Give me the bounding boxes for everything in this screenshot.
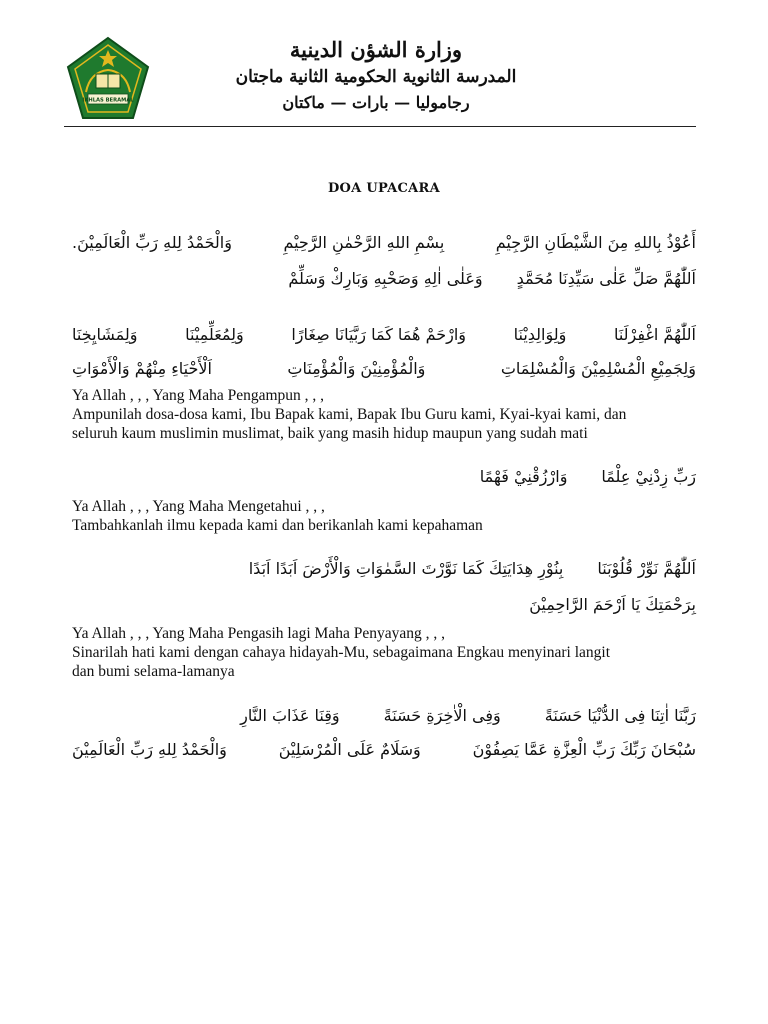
arabic-phrase: وَعَلٰى اٰلِهِ وَصَحْبِهِ وَبَارِكْ وَسَلِّمْ <box>288 269 483 288</box>
translation-line: Ya Allah , , , Yang Maha Pengasih lagi Maha Penyayang , , , <box>72 625 445 642</box>
arabic-phrase: وَالْحَمْدُ لِلهِ رَبِّ الْعَالَمِيْنَ. <box>72 233 232 252</box>
arabic-phrase: وَارْزُقْنِيْ فَهْمًا <box>479 467 568 486</box>
arabic-phrase: بِرَحْمَتِكَ يَا اَرْحَمَ الرَّاحِمِيْنَ <box>529 595 696 614</box>
ministry-name: وزارة الشؤن الدينية <box>289 37 463 62</box>
arabic-phrase: اَللّٰهُمَّ اغْفِرْلَنَا <box>613 325 696 344</box>
translation-block-2 <box>72 497 702 535</box>
arabic-phrase: وَالْحَمْدُ لِلهِ رَبِّ الْعَالَمِيْنَ <box>72 740 227 759</box>
arabic-phrase: أَعُوْذُ بِاللهِ مِنَ الشَّيْطَانِ الرَّجِيْمِ <box>495 233 696 252</box>
letterhead <box>64 30 696 128</box>
arabic-phrase: بِنُوْرِ هِدَايَتِكَ كَمَا نَوَّرْتَ السَّمٰوَاتِ وَالْأَرْضَ اَبَدًا اَبَدًا <box>248 559 564 578</box>
arabic-line-6 <box>72 556 696 582</box>
arabic-line-9 <box>72 737 696 763</box>
translation-line: Ya Allah , , , Yang Maha Pengampun , , , <box>72 387 325 404</box>
translation-line: Tambahkanlah ilmu kepada kami dan berikanlah kami kepahaman <box>72 517 483 534</box>
arabic-line-1 <box>72 230 696 256</box>
logo-ribbon-text: IKHLAS BERAMAL <box>82 97 134 104</box>
arabic-phrase: وَالْمُؤْمِنِيْنَ وَالْمُؤْمِنَاتِ <box>287 359 426 378</box>
letterhead-text <box>166 36 586 116</box>
arabic-phrase: وَلِوَالِدِيْنَا <box>513 325 567 344</box>
arabic-phrase: وَقِنَا عَذَابَ النَّارِ <box>240 706 340 725</box>
translation-line: Ampunilah dosa-dosa kami, Ibu Bapak kami, Bapak Ibu Guru kami, Kyai-kyai kami, dan <box>72 406 627 423</box>
arabic-line-2 <box>72 266 696 292</box>
arabic-phrase: وَفِى الْاٰخِرَةِ حَسَنَةً <box>383 706 501 725</box>
arabic-phrase: وَلِمَشَايِخِنَا <box>72 325 138 344</box>
arabic-phrase: بِسْمِ اللهِ الرَّحْمٰنِ الرَّحِيْمِ <box>283 233 445 252</box>
arabic-phrase: وَلِمُعَلِّمِيْنَا <box>185 325 244 344</box>
arabic-phrase: وَلِجَمِيْعِ الْمُسْلِمِيْنَ وَالْمُسْلِمَاتِ <box>500 359 696 378</box>
header-divider <box>64 126 696 127</box>
arabic-line-5 <box>72 464 696 490</box>
arabic-line-8 <box>72 703 696 729</box>
arabic-phrase: رَبِّ زِدْنِيْ عِلْمًا <box>601 467 696 486</box>
translation-line: Ya Allah , , , Yang Maha Mengetahui , , , <box>72 498 325 515</box>
translation-block-3 <box>72 624 702 681</box>
document-title: DOA UPACARA <box>327 181 441 196</box>
arabic-line-3 <box>72 322 696 348</box>
school-name: المدرسة الثانوية الحكومية الثانية ماجتان <box>235 67 517 87</box>
ministry-logo <box>66 36 150 122</box>
arabic-phrase: رَبَّنَا اٰتِنَا فِى الدُّنْيَا حَسَنَةً <box>544 706 696 725</box>
translation-line: Sinarilah hati kami dengan cahaya hidayah-Mu, sebagaimana Engkau menyinari langit <box>72 644 611 661</box>
arabic-phrase: اَلْأَحْيَاءِ مِنْهُمْ وَالْأَمْوَاتِ <box>72 359 212 378</box>
arabic-phrase: اَللّٰهُمَّ صَلِّ عَلٰى سَيِّدِنَا مُحَمَّدٍ <box>516 269 696 288</box>
arabic-phrase: وَارْحَمْ هُمَا كَمَا رَبَّيَانَا صِغَارًا <box>291 325 467 344</box>
arabic-line-4 <box>72 356 696 382</box>
translation-line: dan bumi selama-lamanya <box>72 663 235 680</box>
translation-block-1 <box>72 386 702 443</box>
translation-line: seluruh kaum muslimin muslimat, baik yang masih hidup maupun yang sudah mati <box>72 425 588 442</box>
arabic-phrase: سُبْحَانَ رَبِّكَ رَبِّ الْعِزَّةِ عَمَّا يَصِفُوْنَ <box>472 740 696 759</box>
arabic-line-7 <box>72 592 696 618</box>
arabic-phrase: وَسَلَامٌ عَلَى الْمُرْسَلِيْنَ <box>278 740 421 759</box>
arabic-phrase: اَللّٰهُمَّ نَوِّرْ قُلُوْبَنَا <box>597 559 696 578</box>
school-address: رجاموليا — بارات — ماكتان <box>282 93 470 112</box>
